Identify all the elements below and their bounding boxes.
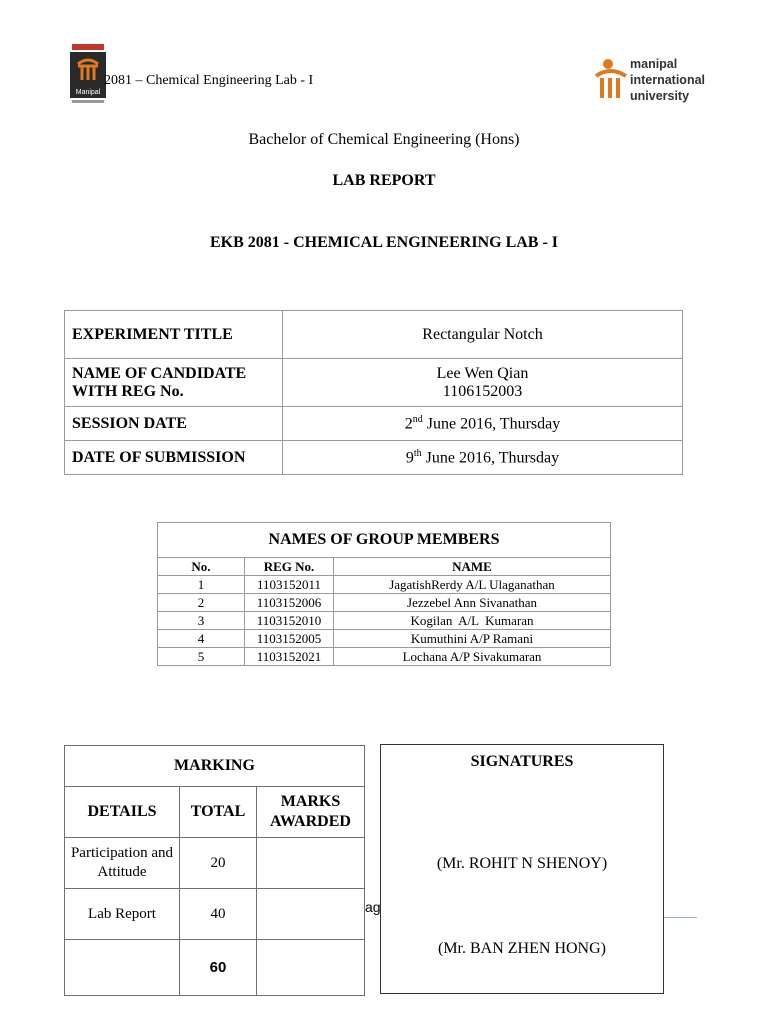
col-header-details: DETAILS — [65, 787, 180, 838]
table-row — [158, 594, 611, 612]
signatures-title: SIGNATURES — [470, 753, 574, 770]
marking-title: MARKING — [65, 746, 365, 787]
cell-no: 2 — [158, 594, 245, 612]
marking-title-row — [65, 746, 365, 787]
table-row — [158, 576, 611, 594]
candidate-reg-no: 1106152003 — [442, 382, 523, 400]
cell-no: 1 — [158, 576, 245, 594]
session-date-value — [283, 407, 683, 441]
table-row — [158, 612, 611, 630]
cell-total-sum: 60 — [180, 940, 257, 996]
table-row — [158, 648, 611, 666]
session-day-suffix: nd — [412, 413, 423, 425]
experiment-info-table — [64, 310, 683, 475]
table-row — [65, 441, 683, 475]
cell-total: 20 — [180, 838, 257, 889]
table-row — [65, 311, 683, 359]
cell-details: Participation and Attitude — [65, 838, 180, 889]
marking-header-row — [65, 787, 365, 838]
col-header-no: No. — [158, 558, 245, 576]
session-day: 2 — [404, 415, 413, 433]
header-course-text: 2081 – Chemical Engineering Lab - I — [104, 73, 314, 88]
submission-date-value — [283, 441, 683, 475]
cell-total: 40 — [180, 889, 257, 940]
table-row — [65, 838, 365, 889]
group-table-title: NAMES OF GROUP MEMBERS — [158, 523, 611, 558]
submission-day: 9 — [405, 449, 414, 467]
col-header-marks-awarded: MARKS AWARDED — [257, 787, 365, 838]
cell-no: 3 — [158, 612, 245, 630]
cell-reg: 1103152011 — [245, 576, 334, 594]
cell-name: Lochana A/P Sivakumaran — [334, 648, 611, 666]
logo-line-1: manipal — [630, 57, 678, 71]
marking-table — [64, 745, 365, 996]
session-date-label: SESSION DATE — [65, 407, 283, 441]
candidate-name: Lee Wen Qian — [436, 364, 529, 382]
group-table-title-row — [158, 523, 611, 558]
signature-name-1: (Mr. ROHIT N SHENOY) — [436, 855, 608, 872]
group-table-header-row — [158, 558, 611, 576]
submission-date-rest: June 2016, Thursday — [421, 449, 560, 467]
table-row — [65, 889, 365, 940]
stray-text: ag — [365, 899, 381, 915]
report-title: LAB REPORT — [332, 172, 436, 189]
group-members-table — [157, 522, 611, 666]
signature-name-2: (Mr. BAN ZHEN HONG) — [438, 940, 606, 957]
experiment-title-label: EXPERIMENT TITLE — [65, 311, 283, 359]
course-title: EKB 2081 - CHEMICAL ENGINEERING LAB - I — [209, 234, 559, 251]
table-row — [158, 630, 611, 648]
cell-name: JagatishRerdy A/L Ulaganathan — [334, 576, 611, 594]
logo-line-3: university — [630, 89, 690, 103]
submission-day-suffix: th — [413, 447, 422, 459]
cell-name: Kumuthini A/P Ramani — [334, 630, 611, 648]
degree-title: Bachelor of Chemical Engineering (Hons) — [248, 131, 520, 148]
cell-no: 5 — [158, 648, 245, 666]
cell-reg: 1103152021 — [245, 648, 334, 666]
logo-line-2: international — [630, 73, 706, 87]
candidate-value — [283, 359, 683, 407]
manipal-international-university-logo — [594, 56, 704, 106]
cell-marks-awarded — [257, 940, 365, 996]
cell-reg: 1103152006 — [245, 594, 334, 612]
cell-marks-awarded — [257, 889, 365, 940]
divider-line — [664, 917, 697, 918]
candidate-label — [65, 359, 283, 407]
table-row — [65, 940, 365, 996]
candidate-label-line-1: NAME OF CANDIDATE — [72, 364, 247, 382]
submission-date-label: DATE OF SUBMISSION — [65, 441, 283, 475]
candidate-label-line-2: WITH REG No. — [72, 382, 184, 400]
col-header-total: TOTAL — [180, 787, 257, 838]
cell-name: Kogilan A/L Kumaran — [334, 612, 611, 630]
col-header-name: NAME — [334, 558, 611, 576]
signatures-box — [380, 744, 664, 994]
cell-marks-awarded — [257, 838, 365, 889]
col-header-reg: REG No. — [245, 558, 334, 576]
experiment-title-value: Rectangular Notch — [283, 311, 683, 359]
svg-text:Manipal: Manipal — [75, 89, 101, 96]
manipal-logo — [70, 44, 106, 106]
cell-no: 4 — [158, 630, 245, 648]
cell-details: Lab Report — [65, 889, 180, 940]
session-date-rest: June 2016, Thursday — [422, 415, 561, 433]
table-row — [65, 359, 683, 407]
cell-name: Jezzebel Ann Sivanathan — [334, 594, 611, 612]
table-row — [65, 407, 683, 441]
cell-reg: 1103152005 — [245, 630, 334, 648]
cell-reg: 1103152010 — [245, 612, 334, 630]
cell-details — [65, 940, 180, 996]
